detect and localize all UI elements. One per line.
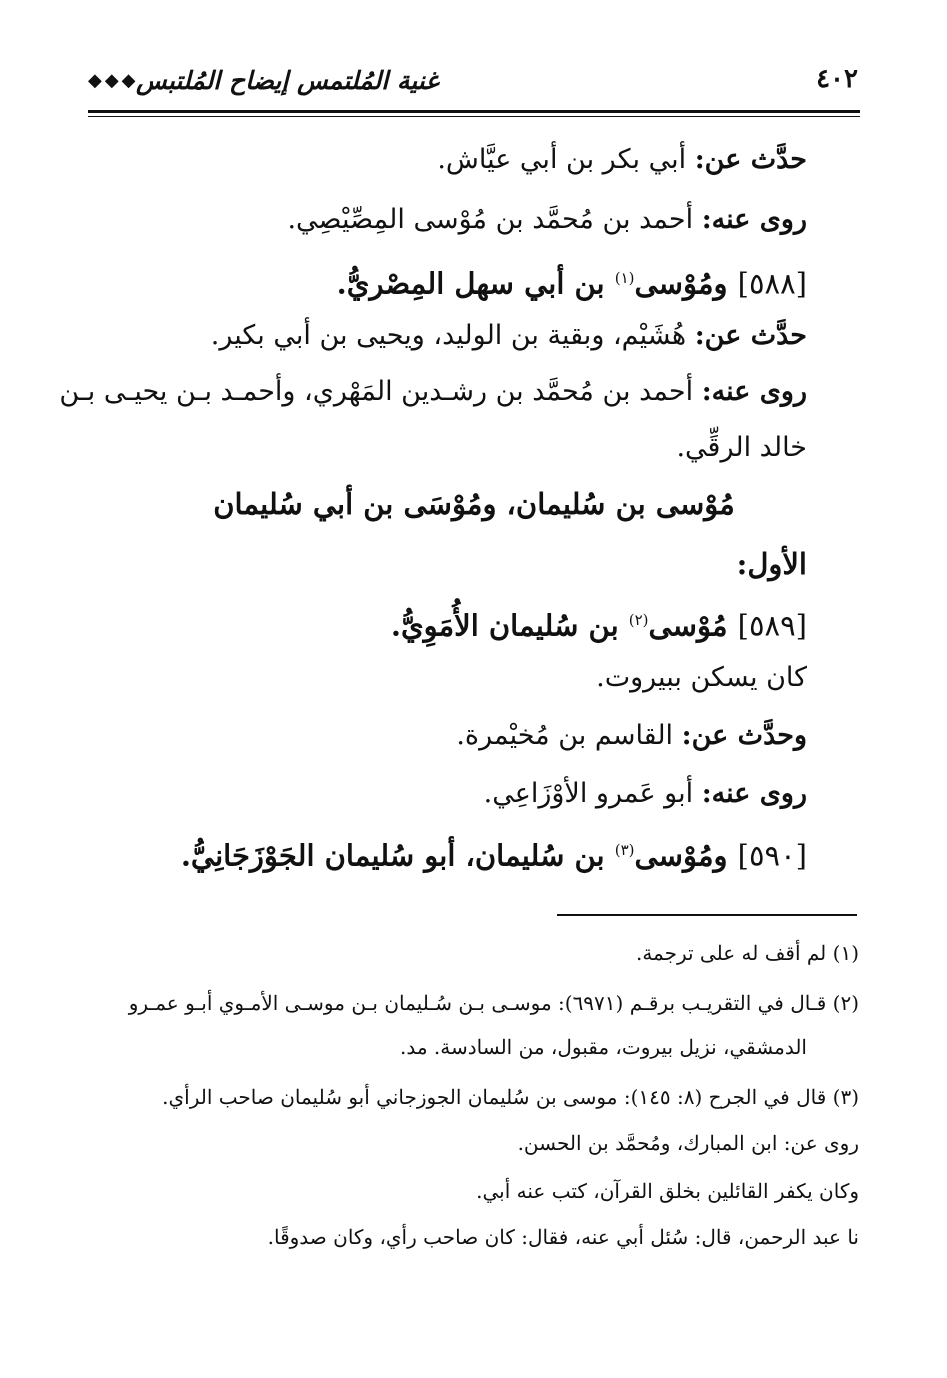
- page-number: ٤٠٢: [816, 64, 858, 94]
- entry-line: [88, 316, 807, 356]
- footnote: (٣) قال في الجرح (٨: ١٤٥): موسى بن سُليمان الجوزجاني أبو سُليمان صاحب الرأي.: [162, 1085, 859, 1109]
- section-heading: مُوْسى بن سُليمان، ومُوْسَى بن أبي سُليمان: [213, 487, 735, 521]
- entry-line: [88, 140, 807, 180]
- entry-number: [٥٩٠]: [737, 838, 807, 873]
- entry-title: ومُوْسى: [634, 838, 738, 873]
- footnote-line: وكان يكفر القائلين بخلق القرآن، كتب عنه أبي.: [476, 1179, 859, 1203]
- entry-label: روى عنه:: [701, 204, 807, 235]
- footnote: (١) لم أقف له على ترجمة.: [635, 941, 859, 965]
- entry-heading: [88, 258, 807, 304]
- entry-line: كان يسكن ببيروت.: [596, 662, 807, 693]
- entry-heading: [88, 600, 807, 646]
- entry-text: هُشَيْم، وبقية بن الوليد، ويحيى بن أبي بكير.: [210, 320, 695, 351]
- entry-label: روى عنه:: [701, 778, 807, 809]
- entry-title: ومُوْسى: [634, 266, 738, 301]
- footnote-ref: (٣): [614, 841, 635, 859]
- entry-text: أحمد بن مُحمَّد بن مُوْسى المِصِّيْصِي.: [287, 204, 702, 235]
- entry-text: أحمد بن مُحمَّد بن رشـدين المَهْري، وأحمـد بـن يحيـى بـن: [59, 376, 702, 407]
- entry-label: وحدَّث عن:: [681, 720, 807, 751]
- subsection-label: الأول:: [736, 547, 807, 581]
- entry-title-rest: بن أبي سهل المِصْريُّ.: [336, 266, 615, 301]
- entry-heading: [88, 830, 807, 876]
- entry-label: روى عنه:: [701, 376, 807, 407]
- footnote-ref: (٢): [628, 611, 649, 629]
- header-rule-thin: [88, 116, 860, 117]
- footnote-rule: [557, 914, 857, 916]
- entry-continuation: خالد الرقِّي.: [676, 432, 807, 463]
- running-title: غنية المُلتمس إيضاح المُلتبس: [136, 66, 439, 95]
- footnote-line: روى عن: ابن المبارك، ومُحمَّد بن الحسن.: [517, 1131, 859, 1155]
- entry-label: حدَّث عن:: [694, 320, 807, 351]
- entry-text: القاسم بن مُخيْمرة.: [456, 720, 682, 751]
- entry-title: مُوْسى: [648, 608, 738, 643]
- footnote-continuation: الدمشقي، نزيل بيروت، مقبول، من السادسة. مد.: [399, 1035, 807, 1059]
- footnote-ref: (١): [614, 269, 635, 287]
- entry-number: [٥٨٨]: [737, 266, 807, 301]
- entry-title-rest: بن سُليمان، أبو سُليمان الجَوْزَجَانِيُّ.: [180, 838, 615, 873]
- entry-label: حدَّث عن:: [694, 144, 807, 175]
- entry-text: أبو عَمرو الأوْزَاعِي.: [483, 778, 702, 809]
- diamond-ornament-icon: ◆◆◆: [88, 70, 139, 91]
- footnote: (٢) قـال في التقريـب برقـم (٦٩٧١): موسـى بـن سُـليمان بـن موسـى الأمـوي أبـو عمـرو: [128, 991, 859, 1015]
- entry-text: أبي بكر بن أبي عيَّاش.: [437, 144, 695, 175]
- footnote-line: نا عبد الرحمن، قال: سُئل أبي عنه، فقال: كان صاحب رأي، وكان صدوقًا.: [267, 1225, 859, 1249]
- entry-line: [88, 200, 807, 240]
- entry-number: [٥٨٩]: [737, 608, 807, 643]
- entry-line: [88, 716, 807, 756]
- entry-line: [59, 372, 807, 412]
- entry-line: [88, 774, 807, 814]
- entry-title-rest: بن سُليمان الأُمَوِيُّ.: [390, 608, 629, 643]
- page-header: [88, 62, 860, 98]
- header-rule: [88, 110, 860, 113]
